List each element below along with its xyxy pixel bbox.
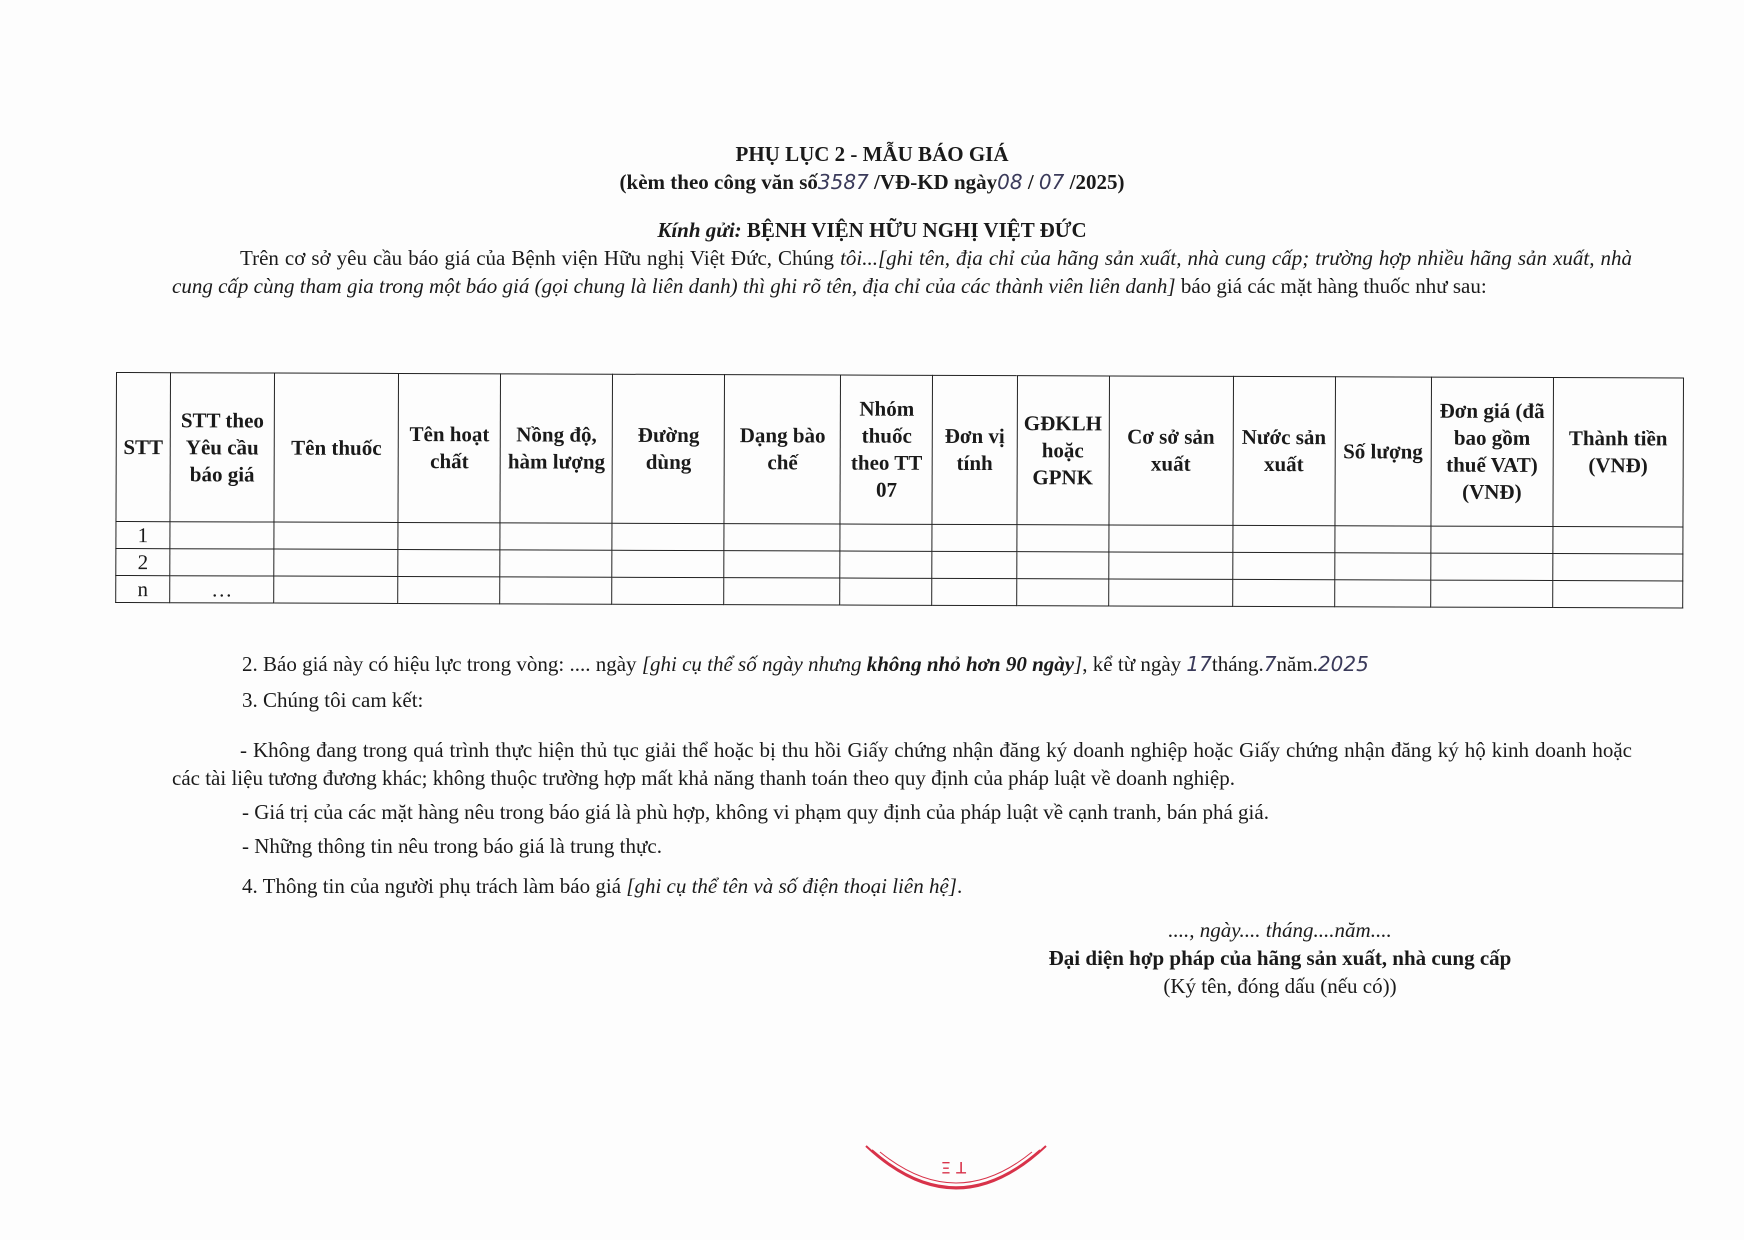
date-separator: / — [1027, 170, 1034, 194]
validity-year-label: năm. — [1276, 652, 1318, 676]
table-cell: n — [116, 576, 170, 603]
contact-paragraph — [242, 872, 1642, 900]
table-cell — [1016, 552, 1108, 579]
intro-italic: tôi...[ghi tên, địa chỉ của hãng sản xuất, nhà cung cấp; trường hợp nhiều hãng sản xuất, nhà cung cấp cùng tham gia trong một báo giá (gọi chung là liên danh) thì ghi rõ tên, địa chỉ của các thành viên liên danh] — [172, 246, 1632, 298]
handwritten-day: 08 — [997, 170, 1023, 194]
table-cell — [398, 576, 500, 603]
commitment-heading: 3. Chúng tôi cam kết: — [242, 688, 424, 712]
contact-italic: [ghi cụ thể tên và số điện thoại liên hệ] — [626, 874, 957, 898]
red-seal-stamp — [856, 1136, 1056, 1206]
table-cell — [840, 524, 932, 551]
commitment-item: - Những thông tin nêu trong báo giá là trung thực. — [242, 834, 662, 858]
column-header: Nước sản xuất — [1233, 376, 1336, 525]
signature-representative: Đại diện hợp pháp của hãng sản xuất, nhà cung cấp — [1048, 946, 1512, 970]
table-cell — [1334, 553, 1430, 580]
table-cell: … — [170, 576, 274, 603]
table-cell — [500, 577, 612, 604]
table-cell — [932, 578, 1016, 605]
table-cell — [724, 524, 840, 551]
table-header-row — [116, 373, 1684, 527]
table-cell — [724, 578, 840, 605]
column-header: Tên thuốc — [274, 373, 399, 522]
column-header: Thành tiền (VNĐ) — [1553, 378, 1684, 527]
validity-paragraph — [242, 650, 1642, 678]
table-cell — [612, 577, 724, 604]
table-cell — [170, 549, 274, 576]
table-cell — [1552, 581, 1682, 608]
recipient-line — [0, 218, 1744, 243]
table-cell — [1431, 553, 1553, 580]
table-cell — [1108, 579, 1232, 606]
subtitle-mid: /VĐ-KD ngày — [874, 170, 998, 194]
table-cell — [1232, 579, 1334, 606]
table-cell — [1430, 580, 1552, 607]
column-header: Cơ sở sản xuất — [1109, 376, 1234, 525]
table-cell — [274, 576, 398, 603]
table-cell: 2 — [116, 549, 170, 576]
column-header: STT — [116, 373, 171, 522]
commitment-item — [172, 736, 1632, 792]
commitment-item-text: - Không đang trong quá trình thực hiện thủ tục giải thể hoặc bị thu hồi Giấy chứng nhận đăng ký doanh nghiệp hoặc Giấy chứng nhận đăng ký hộ kinh doanh hoặc các tài liệu tương đương khác; không thuộc trường hợp mất khả năng thanh toán theo quy định của pháp luật về doanh nghiệp. — [172, 738, 1632, 790]
table-cell — [1016, 525, 1108, 552]
column-header: Tên hoạt chất — [398, 373, 501, 522]
document-title-block — [0, 140, 1744, 196]
validity-italic-a: [ghi cụ thể số ngày nhưng — [641, 652, 867, 676]
table-cell — [840, 578, 932, 605]
table-cell — [500, 550, 612, 577]
signature-note: (Ký tên, đóng dấu (nếu có)) — [1163, 974, 1397, 998]
table-cell — [612, 550, 724, 577]
document-title: PHỤ LỤC 2 - MẪU BÁO GIÁ — [735, 142, 1009, 166]
svg-text:T Ξ: T Ξ — [941, 1158, 966, 1177]
handwritten-validity-day: 17 — [1186, 652, 1212, 676]
signature-date-line: ...., ngày.... tháng....năm.... — [1168, 918, 1392, 942]
column-header: Đơn giá (đã bao gồm thuế VAT) (VNĐ) — [1431, 377, 1554, 526]
column-header: Đơn vị tính — [932, 375, 1017, 524]
table-cell — [1553, 527, 1683, 554]
table-cell — [500, 523, 612, 550]
signature-block — [880, 916, 1680, 1000]
table-cell — [398, 549, 500, 576]
table-cell — [1233, 525, 1335, 552]
table-cell: 1 — [116, 522, 170, 549]
handwritten-validity-year: 2025 — [1317, 652, 1369, 676]
table-cell — [932, 551, 1016, 578]
table-cell — [274, 549, 398, 576]
subtitle-prefix: (kèm theo công văn số — [619, 170, 818, 194]
intro-tail: báo giá các mặt hàng thuốc như sau: — [1175, 274, 1487, 298]
table-cell — [398, 522, 500, 549]
validity-mid: , kể từ ngày — [1082, 652, 1187, 676]
column-header: GĐKLH hoặc GPNK — [1016, 376, 1109, 525]
table-cell — [840, 551, 932, 578]
validity-lead: 2. Báo giá này có hiệu lực trong vòng: .... ngày — [242, 652, 642, 676]
column-header: Dạng bào chế — [724, 375, 841, 524]
recipient-name: BỆNH VIỆN HỮU NGHỊ VIỆT ĐỨC — [746, 218, 1087, 242]
table-cell — [724, 551, 840, 578]
column-header: Số lượng — [1335, 377, 1432, 526]
validity-italic-b: ] — [1074, 652, 1083, 676]
table-cell — [1232, 552, 1334, 579]
table-cell — [1016, 579, 1108, 606]
validity-italic-bold: không nhỏ hơn 90 ngày — [866, 652, 1075, 676]
table-cell — [274, 522, 398, 549]
recipient-label: Kính gửi: — [657, 218, 742, 242]
table-cell — [1108, 525, 1232, 552]
contact-lead: 4. Thông tin của người phụ trách làm báo giá — [242, 874, 627, 898]
contact-tail: . — [956, 874, 963, 898]
table-cell — [612, 523, 724, 550]
column-header: Nồng độ, hàm lượng — [500, 374, 613, 523]
quotation-table — [115, 372, 1684, 608]
column-header: STT theo Yêu cầu báo giá — [170, 373, 275, 522]
table-cell — [170, 522, 274, 549]
column-header: Nhóm thuốc theo TT 07 — [840, 375, 933, 524]
validity-month-label: tháng. — [1211, 652, 1264, 676]
handwritten-month: 07 — [1038, 170, 1065, 194]
table-cell — [1553, 554, 1683, 581]
commitment-item: - Giá trị của các mặt hàng nêu trong báo giá là phù hợp, không vi phạm quy định của pháp luật về cạnh tranh, bán phá giá. — [242, 800, 1269, 824]
table-cell — [1335, 526, 1431, 553]
subtitle-suffix: /2025) — [1069, 170, 1125, 194]
column-header: Đường dùng — [612, 374, 725, 523]
table-cell — [1431, 526, 1553, 553]
table-cell — [1334, 580, 1430, 607]
table-cell — [1108, 552, 1232, 579]
intro-lead: Trên cơ sở yêu cầu báo giá của Bệnh viện Hữu nghị Việt Đức, Chúng — [240, 246, 841, 270]
table-row — [116, 576, 1683, 608]
document-subtitle — [0, 168, 1744, 196]
handwritten-validity-month: 7 — [1263, 652, 1277, 676]
table-cell — [932, 524, 1016, 551]
handwritten-doc-number: 3587 — [817, 170, 869, 194]
intro-paragraph — [172, 244, 1632, 300]
